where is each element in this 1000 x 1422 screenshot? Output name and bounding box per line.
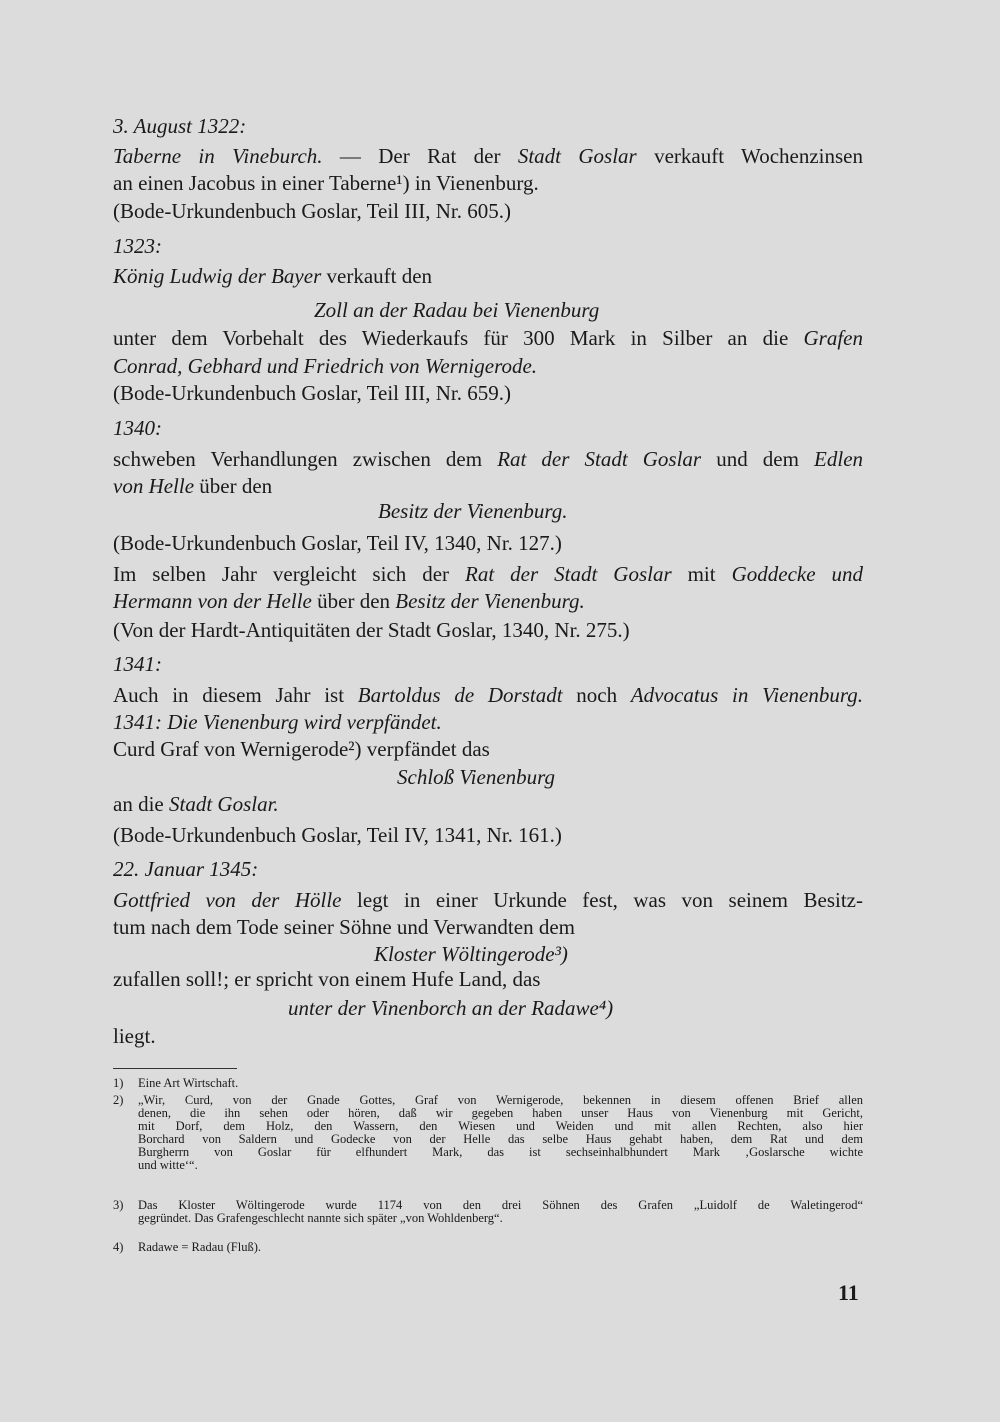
text-line: zufallen soll!; er spricht von einem Hufe Land, das bbox=[113, 967, 541, 991]
centered-line: unter der Vinenborch an der Radawe⁴) bbox=[288, 996, 614, 1020]
text-line: Conrad, Gebhard und Friedrich von Wernigerode. bbox=[113, 354, 538, 378]
centered-line: Zoll an der Radau bei Vienenburg bbox=[314, 298, 600, 322]
centered-line: Kloster Wöltingerode³) bbox=[374, 942, 568, 966]
text-line: liegt. bbox=[113, 1024, 156, 1048]
date-heading-1345: 22. Januar 1345: bbox=[113, 857, 259, 881]
text-line: Gottfried von der Hölle legt in einer Urkunde fest, was von seinem Besitz- bbox=[113, 888, 863, 912]
citation-line: (Bode-Urkundenbuch Goslar, Teil III, Nr. 659.) bbox=[113, 381, 511, 405]
text-line: Im selben Jahr vergleicht sich der Rat der Stadt Goslar mit Goddecke und bbox=[113, 562, 863, 586]
page-number: 11 bbox=[838, 1280, 859, 1305]
text-line: unter dem Vorbehalt des Wiederkaufs für 300 Mark in Silber an die Grafen bbox=[113, 326, 863, 350]
text-line: tum nach dem Tode seiner Söhne und Verwandten dem bbox=[113, 915, 575, 939]
text-line: an einen Jacobus in einer Taberne¹) in Vienenburg. bbox=[113, 171, 539, 195]
date-heading-1322: 3. August 1322: bbox=[113, 114, 247, 138]
text-line: Auch in diesem Jahr ist Bartoldus de Dorstadt noch Advocatus in Vienenburg. bbox=[113, 683, 863, 707]
document-page: 3. August 1322: Taberne in Vineburch. — Der Rat der Stadt Goslar verkauft Wochenzinsen an einen Jacobus in einer Taberne¹) in Vienenburg. (Bode-Urkundenbuch Goslar, Teil III, Nr. 605.) 1323: König Ludwig der Bayer verkauft den Zoll an der Radau bei Vienenburg unter dem Vorbehalt des Wiederkaufs für 300 Mark in Silber an die Grafen Conrad, Gebhard und Friedrich von Wernigerode. (Bode-Urkundenbuch Goslar, Teil III, Nr. 659.) 1340: schweben Verhandlungen zwischen dem Rat der Stadt Goslar und dem Edlen von Helle über den Besitz der Vienenburg. (Bode-Urkundenbuch Goslar, Teil IV, 1340, Nr. 127.) Im selben Jahr vergleicht sich der Rat der Stadt Goslar mit Goddecke und Hermann von der Helle über den Besitz der Vienenburg. (Von der Hardt-Antiquitäten der Stadt Goslar, 1340, Nr. 275.) 1341: Auch in diesem Jahr ist Bartoldus de Dorstadt noch Advocatus in Vienenburg. 1341: Die Vienenburg wird verpfändet. Curd Graf von Wernigerode²) verpfändet das Schloß Vienenburg an die Stadt Goslar. (Bode-Urkundenbuch Goslar, Teil IV, 1341, Nr. 161.) 22. Januar 1345: Gottfried von der Hölle legt in einer Urkunde fest, was von seinem Besitz- tum nach dem Tode seiner Söhne und Verwandten dem Kloster Wöltingerode³) zufallen soll!; er spricht von einem Hufe Land, das unter der Vinenborch an der Radawe⁴) liegt. 1) Eine Art Wirtschaft. 2) „Wir, Curd, von der Gnade Gottes, Graf von Wernigerode, bekennen in diesem offenen Brief allen denen, die ihn sehen oder hören, daß wir gegeben haben unser Haus von Vienenburg mit Gericht, mit Dorf, dem Holz, den Wassern, den Wiesen und Weiden und mit allen Rechten, also hier Borchard von Saldern und Godecke von der Helle das selbe Haus gehabt haben, dem Rat und dem Burgherrn von Goslar für elfhundert Mark, das ist sechseinhalbhundert Mark ‚Goslarsche wichte und witte‘“. 3) Das Kloster Wöltingerode wurde 1174 von den drei Söhnen des Grafen „Luidolf de Waletingerod“ gegründet. Das Grafengeschlecht nannte sich später „von Wohldenberg“. 4) Radawe = Radau (Fluß). 11 bbox=[113, 114, 864, 1305]
text-line: schweben Verhandlungen zwischen dem Rat der Stadt Goslar und dem Edlen bbox=[113, 447, 864, 471]
text-line: Hermann von der Helle über den Besitz der Vienenburg. bbox=[113, 589, 585, 613]
centered-line: Besitz der Vienenburg. bbox=[378, 499, 568, 523]
citation-line: (Bode-Urkundenbuch Goslar, Teil IV, 1340, Nr. 127.) bbox=[113, 531, 562, 555]
section-heading: 1341: Die Vienenburg wird verpfändet. bbox=[113, 710, 442, 734]
date-heading-1341: 1341: bbox=[113, 652, 162, 676]
centered-line: Schloß Vienenburg bbox=[397, 765, 556, 789]
text-line: von Helle über den bbox=[113, 474, 273, 498]
text-line: Taberne in Vineburch. — Der Rat der Stadt Goslar verkauft Wochenzinsen bbox=[113, 144, 863, 168]
citation-line: (Von der Hardt-Antiquitäten der Stadt Goslar, 1340, Nr. 275.) bbox=[113, 618, 630, 642]
text-line: an die Stadt Goslar. bbox=[113, 792, 279, 816]
date-heading-1340: 1340: bbox=[113, 416, 162, 440]
footnote-rule bbox=[113, 1068, 237, 1069]
text-line: König Ludwig der Bayer verkauft den bbox=[113, 264, 433, 288]
date-heading-1323: 1323: bbox=[113, 234, 162, 258]
citation-line: (Bode-Urkundenbuch Goslar, Teil IV, 1341, Nr. 161.) bbox=[113, 823, 562, 847]
citation-line: (Bode-Urkundenbuch Goslar, Teil III, Nr. 605.) bbox=[113, 199, 511, 223]
text-line: Curd Graf von Wernigerode²) verpfändet das bbox=[113, 737, 490, 761]
